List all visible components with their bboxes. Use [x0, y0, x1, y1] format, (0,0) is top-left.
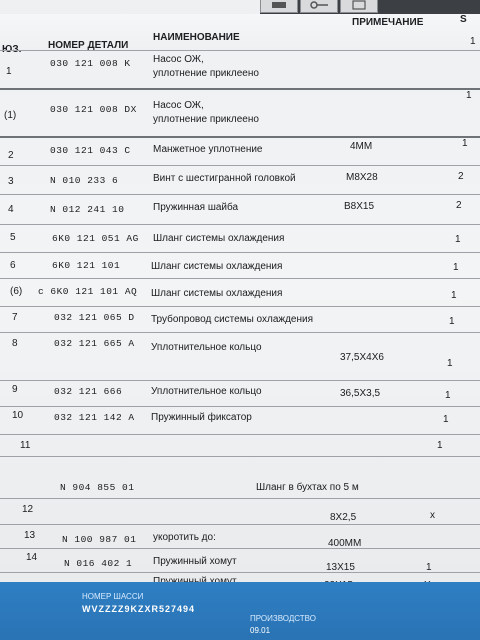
vin-label: НОМЕР ШАССИ	[82, 592, 144, 601]
table-row[interactable]: 1	[466, 90, 472, 101]
table-row[interactable]: 4 N 012 241 10 Пружинная шайба B8X15 2	[0, 194, 480, 225]
table-row[interactable]: 13 N 100 987 01 укоротить до: 400MM	[0, 524, 480, 549]
table-row[interactable]: 6 6K0 121 101 Шланг системы охлаждения 1	[0, 252, 480, 279]
table-row[interactable]: 5 6K0 121 051 AG Шланг системы охлаждения 1	[0, 224, 480, 253]
table-row[interactable]: 10 032 121 142 A Пружинный фиксатор 1	[0, 406, 480, 435]
table-row[interactable]: 8 032 121 665 A Уплотнительное кольцо 37,5X4X6 1	[0, 332, 480, 381]
row-position: (1)	[4, 110, 17, 121]
table-row[interactable]: N 904 855 01 Шланг в бухтах по 5 м	[0, 456, 480, 499]
footer-bar	[0, 582, 480, 640]
key-icon	[302, 0, 336, 10]
toolbar	[260, 0, 480, 14]
production-label: ПРОИЗВОДСТВО	[250, 614, 316, 623]
row-part-number: 030 121 008 DX	[50, 104, 137, 115]
table-row[interactable]: (6) c 6K0 121 101 AQ Шланг системы охлаждения 1	[0, 278, 480, 307]
header-position: ЮЗ.	[2, 44, 22, 55]
production-value: 09.01	[250, 626, 271, 635]
table-row[interactable]	[0, 98, 480, 138]
header-note: ПРИМЕЧАНИЕ	[352, 17, 424, 28]
header-name: НАИМЕНОВАНИЕ	[153, 32, 240, 43]
toolbar-button-1[interactable]	[260, 0, 298, 13]
table-row[interactable]: 3 N 010 233 6 Винт с шестигранной головкой M8X28 2	[0, 165, 480, 195]
table-row[interactable]: 9 032 121 666 Уплотнительное кольцо 36,5X3,5 1	[0, 380, 480, 407]
toolbar-button-3[interactable]	[340, 0, 378, 13]
header-quantity: S	[460, 14, 467, 25]
row-name-line2: уплотнение приклеено	[153, 68, 259, 79]
table-row[interactable]: 2 030 121 043 C Манжетное уплотнение 4MM 1	[0, 136, 480, 166]
table-row[interactable]: 11 1	[0, 434, 480, 457]
table-row[interactable]: 14 N 016 402 1 Пружинный хомут 13X15 1	[0, 548, 480, 573]
printer-icon	[262, 0, 296, 10]
document-icon	[342, 0, 376, 10]
row-name: Насос ОЖ,	[153, 100, 204, 111]
table-row[interactable]: 7 032 121 065 D Трубопровод системы охлаждения 1	[0, 306, 480, 333]
toolbar-button-2[interactable]	[300, 0, 338, 13]
row-name: Насос ОЖ,	[153, 54, 204, 65]
table-row[interactable]: 1	[0, 36, 480, 51]
row-part-number: 030 121 008 K	[50, 58, 131, 69]
table-row[interactable]	[0, 50, 480, 90]
vin-value: WVZZZZ9KZXR527494	[82, 604, 196, 614]
row-position: 1	[6, 66, 12, 77]
row-name-line2: уплотнение приклеено	[153, 114, 259, 125]
table-row[interactable]: 12 8X2,5 x	[0, 498, 480, 525]
header-part-number: НОМЕР ДЕТАЛИ	[48, 40, 129, 51]
